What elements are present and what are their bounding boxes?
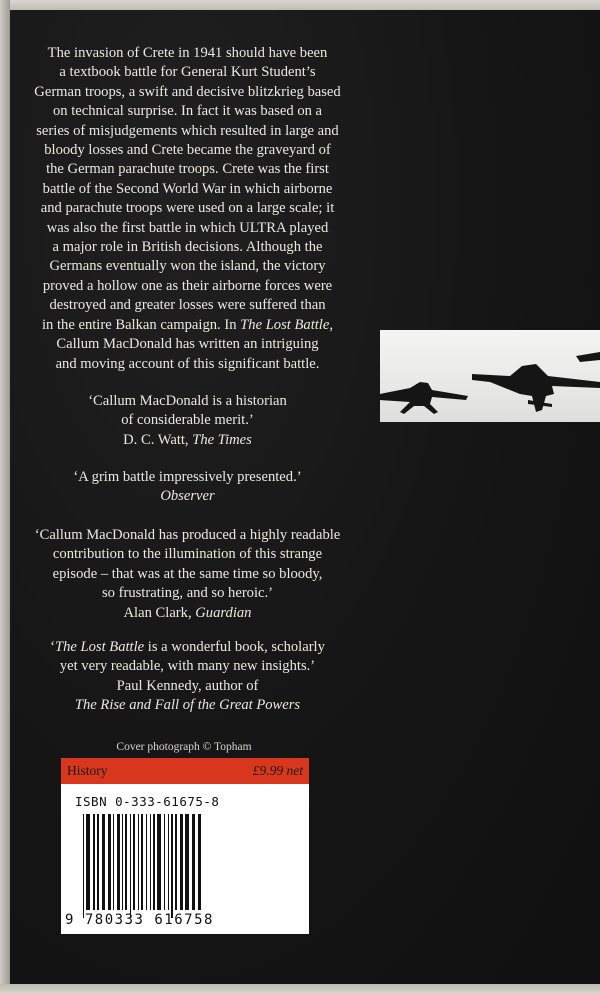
ean-number: 9 780333 616758 — [65, 912, 214, 928]
book-title-inline: The Lost Battle — [240, 316, 330, 333]
blurb-line: battle of the Second World War in which airborne — [42, 180, 333, 197]
quote-attribution — [20, 604, 355, 623]
barcode-bar — [93, 814, 95, 910]
attribution-name: D. C. Watt, — [123, 431, 193, 448]
page-edge-top — [0, 0, 600, 10]
blurb-line: German troops, a swift and decisive blitzkrieg based — [34, 83, 341, 100]
page-edge-left — [0, 0, 10, 994]
barcode-bar — [185, 814, 189, 910]
blurb-line: Callum MacDonald has written an intriguing — [56, 336, 319, 353]
blurb-line: a textbook battle for General Kurt Student’s — [59, 64, 316, 81]
blurb-line: and parachute troops were used on a large scale; it — [40, 200, 335, 217]
quote-text: ‘Callum MacDonald has produced a highly readable — [34, 527, 341, 543]
barcode-bar — [113, 814, 114, 910]
quote-watt — [20, 392, 355, 450]
barcode-bar — [130, 814, 131, 918]
category-price-band — [61, 758, 309, 784]
barcode-bar — [150, 814, 151, 910]
barcode-bar — [146, 814, 147, 910]
blurb-line: was also the first battle in which ULTRA played — [46, 219, 329, 236]
quote-attribution — [20, 431, 355, 450]
blurb-line: proved a hollow one as their airborne forces were — [42, 277, 333, 294]
barcode-bar — [175, 814, 177, 910]
blurb-line: the German parachute troops. Crete was the first — [46, 161, 329, 178]
barcode-bar — [198, 814, 201, 910]
attribution-source: The Rise and Fall of the Great Powers — [74, 697, 301, 714]
price-label: £9.99 net — [252, 763, 303, 778]
blurb-line — [20, 316, 355, 335]
barcode-bar — [86, 814, 90, 910]
barcode-bar — [83, 814, 84, 918]
quote-text: episode – that was at the same time so bloody, — [52, 565, 323, 582]
barcode-bar — [102, 814, 105, 910]
quote-text: yet very readable, with many new insights.’ — [59, 658, 316, 675]
barcode-bar — [138, 814, 139, 910]
barcode-bar — [97, 814, 99, 910]
quote-text: of considerable merit.’ — [121, 412, 254, 429]
blurb-line-text: in the entire Balkan campaign. In — [41, 316, 241, 333]
quote-text-rest: is a wonderful book, scholarly — [144, 639, 325, 655]
quote-observer — [20, 468, 355, 507]
attribution-source: Guardian — [195, 604, 252, 621]
barcode-bar — [180, 814, 183, 910]
blurb-text — [20, 44, 355, 374]
aircraft-silhouette-icon — [380, 330, 600, 422]
barcode-bar — [157, 814, 161, 910]
blurb-line: and moving account of this significant battle. — [55, 355, 320, 372]
barcode-bar — [125, 814, 127, 910]
barcode-icon — [81, 814, 291, 918]
barcode-bar — [192, 814, 195, 910]
blurb-line: bloody losses and Crete became the graveyard of — [44, 142, 331, 159]
quote-text: contribution to the illumination of this strange — [52, 546, 323, 563]
cover-photo-credit: Cover photograph © Topham — [116, 741, 252, 753]
barcode-bar — [108, 814, 111, 910]
barcode-bar — [171, 814, 173, 918]
attribution-name: Alan Clark, — [123, 604, 196, 621]
quote-text: ‘Callum MacDonald is a historian — [88, 393, 287, 409]
barcode-bar — [133, 814, 135, 910]
barcode-bar — [141, 814, 143, 910]
quote-text: ‘The Lost Battle is a wonderful book, scholarly — [50, 639, 325, 655]
attribution-name: Paul Kennedy, author of — [116, 677, 259, 694]
blurb-line: a major role in British decisions. Although the — [52, 239, 323, 256]
barcode-bar — [168, 814, 169, 910]
attribution-source: The Times — [192, 431, 252, 448]
barcode-bar — [164, 814, 165, 910]
quote-text: ‘A grim battle impressively presented.’ — [73, 469, 302, 485]
category-label: History — [67, 763, 108, 778]
blurb-line: series of misjudgements which resulted in large and — [36, 122, 339, 139]
book-title-inline: The Lost Battle — [54, 639, 145, 655]
quote-clark — [20, 526, 355, 623]
cover-photo — [380, 330, 600, 422]
barcode-bar — [122, 814, 123, 910]
blurb-comma: , — [329, 316, 333, 333]
barcode-bar — [117, 814, 120, 910]
blurb-line: destroyed and greater losses were suffered than — [49, 297, 326, 314]
page-edge-bottom — [0, 984, 600, 994]
isbn-number: ISBN 0-333-61675-8 — [75, 794, 220, 809]
attribution-source: Observer — [160, 488, 215, 505]
blurb-line: on technical surprise. In fact it was based on a — [52, 103, 323, 120]
blurb-line: Germans eventually won the island, the victory — [49, 258, 326, 275]
quote-text: so frustrating, and so heroic.’ — [101, 585, 274, 602]
quote-kennedy — [20, 638, 355, 716]
blurb-line: The invasion of Crete in 1941 should have been — [47, 45, 328, 61]
barcode-bar — [153, 814, 155, 910]
price-barcode-label — [61, 758, 309, 934]
